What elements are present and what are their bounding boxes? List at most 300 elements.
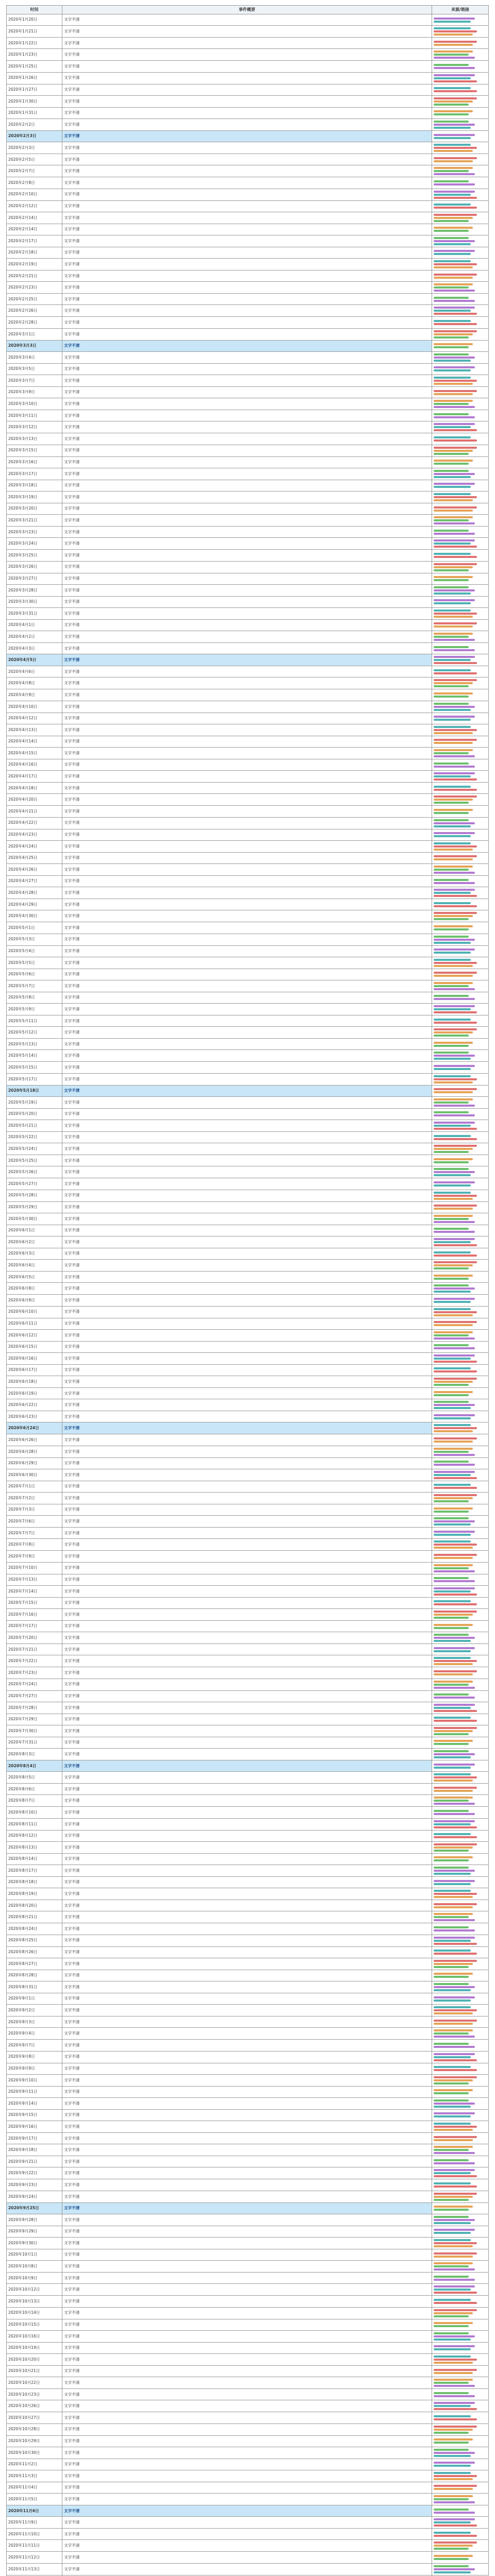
source-link[interactable] [434, 1640, 471, 1642]
source-link[interactable] [434, 1564, 473, 1566]
source-link[interactable] [434, 1251, 471, 1253]
source-link[interactable] [434, 1693, 469, 1696]
source-link[interactable] [434, 1378, 477, 1380]
source-link[interactable] [434, 191, 475, 193]
source-link[interactable] [434, 1221, 475, 1223]
source-link[interactable] [434, 522, 475, 524]
source-link[interactable] [434, 2020, 477, 2022]
source-link[interactable] [434, 1820, 475, 1822]
source-link[interactable] [434, 1471, 475, 1473]
source-link[interactable] [434, 1790, 473, 1792]
source-link[interactable] [434, 33, 473, 36]
source-link[interactable] [434, 2302, 477, 2304]
source-link[interactable] [434, 2392, 469, 2394]
source-link[interactable] [434, 263, 477, 265]
source-link[interactable] [434, 1983, 469, 1985]
source-link[interactable] [434, 80, 477, 82]
source-link[interactable] [434, 902, 471, 904]
source-link[interactable] [434, 127, 471, 129]
source-link[interactable] [434, 602, 471, 604]
source-link[interactable] [434, 1710, 477, 1712]
source-link[interactable] [434, 1730, 473, 1732]
source-link[interactable] [434, 879, 469, 881]
source-link[interactable] [434, 1670, 477, 1672]
source-link[interactable] [434, 2216, 469, 2218]
source-link[interactable] [434, 849, 473, 851]
source-link[interactable] [434, 266, 473, 268]
source-link[interactable] [434, 447, 477, 449]
source-link[interactable] [434, 1321, 477, 1323]
source-link[interactable] [434, 2268, 475, 2270]
source-link[interactable] [434, 732, 473, 734]
source-link[interactable] [434, 752, 469, 754]
source-link[interactable] [434, 553, 471, 555]
source-link[interactable] [434, 1883, 471, 1885]
source-link[interactable] [434, 436, 471, 438]
source-link[interactable] [434, 1913, 473, 1915]
source-link[interactable] [434, 2385, 475, 2387]
source-link[interactable] [434, 2175, 477, 2177]
source-link[interactable] [434, 1823, 471, 1825]
source-link[interactable] [434, 1833, 471, 1835]
source-link[interactable] [434, 569, 469, 571]
source-link[interactable] [434, 1634, 469, 1636]
source-link[interactable] [434, 872, 475, 874]
source-link[interactable] [434, 1417, 471, 1419]
source-link[interactable] [434, 496, 477, 498]
source-link[interactable] [434, 1846, 473, 1849]
source-link[interactable] [434, 100, 473, 103]
source-link[interactable] [434, 1663, 473, 1665]
source-link[interactable] [434, 1717, 471, 1719]
source-link[interactable] [434, 1474, 471, 1476]
source-link[interactable] [434, 869, 469, 871]
source-link[interactable] [434, 147, 477, 149]
source-link[interactable] [434, 403, 469, 405]
source-link[interactable] [434, 2309, 477, 2311]
source-link[interactable] [434, 2521, 471, 2523]
source-link[interactable] [434, 1767, 471, 1769]
source-link[interactable] [434, 2285, 475, 2287]
source-link[interactable] [434, 1803, 475, 1805]
source-link[interactable] [434, 1673, 473, 1675]
source-link[interactable] [434, 290, 475, 292]
source-link[interactable] [434, 589, 475, 591]
source-link[interactable] [434, 416, 475, 418]
source-link[interactable] [434, 1381, 473, 1383]
source-link[interactable] [434, 2455, 471, 2457]
source-link[interactable] [434, 2518, 475, 2520]
source-link[interactable] [434, 1650, 471, 1652]
source-link[interactable] [434, 662, 477, 664]
source-link[interactable] [434, 1916, 469, 1918]
source-link[interactable] [434, 1255, 477, 1257]
source-link[interactable] [434, 762, 469, 765]
source-link[interactable] [434, 516, 473, 518]
source-link[interactable] [434, 1287, 475, 1290]
source-link[interactable] [434, 835, 471, 837]
source-link[interactable] [434, 1291, 471, 1293]
source-link[interactable] [434, 2462, 475, 2464]
source-link[interactable] [434, 2501, 475, 2503]
source-link[interactable] [434, 1215, 473, 1217]
source-link[interactable] [434, 377, 471, 379]
source-link[interactable] [434, 360, 471, 362]
source-link[interactable] [434, 2408, 477, 2410]
source-link[interactable] [434, 1404, 475, 1406]
source-link[interactable] [434, 1587, 475, 1589]
source-link[interactable] [434, 1950, 471, 1952]
source-link[interactable] [434, 1055, 475, 1057]
source-link[interactable] [434, 390, 477, 392]
source-link[interactable] [434, 1145, 477, 1147]
source-link[interactable] [434, 1114, 475, 1116]
source-link[interactable] [434, 1780, 473, 1782]
source-link[interactable] [434, 1797, 473, 1799]
source-link[interactable] [434, 586, 469, 588]
source-link[interactable] [434, 2099, 469, 2102]
source-link[interactable] [434, 726, 471, 728]
source-link[interactable] [434, 1953, 477, 1955]
source-link[interactable] [434, 1523, 471, 1526]
source-link[interactable] [434, 576, 473, 578]
source-link[interactable] [434, 1275, 473, 1277]
source-link[interactable] [434, 1022, 477, 1024]
source-link[interactable] [434, 729, 477, 731]
source-link[interactable] [434, 1301, 471, 1303]
source-link[interactable] [434, 2429, 473, 2431]
source-link[interactable] [434, 982, 473, 984]
source-link[interactable] [434, 1045, 469, 1047]
source-link[interactable] [434, 413, 469, 415]
source-link[interactable] [434, 905, 477, 907]
source-link[interactable] [434, 473, 475, 475]
source-link[interactable] [434, 113, 469, 115]
source-link[interactable] [434, 1241, 471, 1243]
source-link[interactable] [434, 2006, 471, 2008]
source-link[interactable] [434, 1068, 471, 1070]
source-link[interactable] [434, 1264, 473, 1266]
source-link[interactable] [434, 2053, 475, 2055]
source-link[interactable] [434, 1624, 473, 1626]
source-link[interactable] [434, 696, 469, 698]
source-link[interactable] [434, 217, 473, 219]
source-link[interactable] [434, 2056, 471, 2058]
source-link[interactable] [434, 1370, 477, 1372]
source-link[interactable] [434, 1740, 473, 1742]
source-link[interactable] [434, 556, 477, 558]
source-link[interactable] [434, 483, 475, 485]
source-link[interactable] [434, 1161, 469, 1163]
source-link[interactable] [434, 2032, 469, 2035]
source-link[interactable] [434, 656, 475, 658]
source-link[interactable] [434, 1776, 477, 1778]
source-link[interactable] [434, 1101, 469, 1104]
source-link[interactable] [434, 1704, 475, 1706]
source-link[interactable] [434, 1547, 473, 1549]
source-link[interactable] [434, 1611, 477, 1613]
source-link[interactable] [434, 1337, 475, 1340]
source-link[interactable] [434, 1764, 475, 1766]
source-link[interactable] [434, 1534, 471, 1536]
source-link[interactable] [434, 1603, 477, 1605]
source-link[interactable] [434, 336, 469, 338]
source-link[interactable] [434, 243, 471, 245]
source-link[interactable] [434, 599, 475, 601]
source-link[interactable] [434, 227, 473, 229]
source-link[interactable] [434, 1976, 469, 1978]
source-link[interactable] [434, 2036, 475, 2038]
source-link[interactable] [434, 2372, 473, 2374]
source-link[interactable] [434, 2299, 471, 2301]
source-link[interactable] [434, 2239, 471, 2241]
source-link[interactable] [434, 2335, 475, 2337]
source-link[interactable] [434, 2242, 477, 2244]
source-link[interactable] [434, 144, 471, 146]
source-link[interactable] [434, 1138, 477, 1140]
source-link[interactable] [434, 134, 475, 136]
source-link[interactable] [434, 1903, 477, 1905]
source-link[interactable] [434, 2112, 475, 2114]
source-link[interactable] [434, 1098, 473, 1100]
source-link[interactable] [434, 2079, 473, 2081]
source-link[interactable] [434, 1035, 469, 1037]
source-link[interactable] [434, 1151, 469, 1153]
source-link[interactable] [434, 2449, 469, 2451]
source-link[interactable] [434, 67, 475, 69]
source-link[interactable] [434, 2472, 471, 2474]
source-link[interactable] [434, 616, 473, 618]
source-link[interactable] [434, 499, 473, 501]
source-link[interactable] [434, 1867, 469, 1869]
source-link[interactable] [434, 1075, 471, 1077]
source-link[interactable] [434, 2379, 473, 2381]
source-link[interactable] [434, 639, 475, 641]
source-link[interactable] [434, 2322, 473, 2324]
source-link[interactable] [434, 1308, 471, 1310]
source-link[interactable] [434, 858, 473, 860]
source-link[interactable] [434, 74, 475, 76]
source-link[interactable] [434, 1195, 477, 1197]
source-link[interactable] [434, 952, 471, 954]
source-link[interactable] [434, 985, 469, 987]
source-link[interactable] [434, 2498, 469, 2500]
source-link[interactable] [434, 802, 469, 804]
source-link[interactable] [434, 2485, 477, 2487]
source-link[interactable] [434, 2524, 477, 2527]
source-link[interactable] [434, 220, 469, 222]
source-link[interactable] [434, 892, 471, 894]
source-link[interactable] [434, 1813, 475, 1815]
source-link[interactable] [434, 2571, 471, 2573]
source-link[interactable] [434, 2442, 469, 2444]
source-link[interactable] [434, 592, 471, 595]
source-link[interactable] [434, 2478, 473, 2480]
source-link[interactable] [434, 809, 473, 811]
source-link[interactable] [434, 2488, 473, 2490]
source-link[interactable] [434, 2512, 475, 2514]
source-link[interactable] [434, 739, 477, 741]
source-link[interactable] [434, 1238, 475, 1240]
source-link[interactable] [434, 719, 471, 721]
source-link[interactable] [434, 1614, 473, 1616]
source-link[interactable] [434, 889, 475, 891]
source-link[interactable] [434, 18, 475, 20]
source-link[interactable] [434, 609, 471, 612]
source-link[interactable] [434, 1617, 469, 1619]
source-link[interactable] [434, 124, 475, 126]
source-link[interactable] [434, 2139, 473, 2141]
source-link[interactable] [434, 1091, 473, 1093]
source-link[interactable] [434, 1354, 475, 1357]
source-link[interactable] [434, 533, 475, 535]
source-link[interactable] [434, 1727, 477, 1729]
source-link[interactable] [434, 90, 477, 92]
source-link[interactable] [434, 1284, 469, 1286]
source-link[interactable] [434, 1943, 477, 1945]
source-link[interactable] [434, 1008, 471, 1010]
source-link[interactable] [434, 2089, 473, 2091]
source-link[interactable] [434, 1707, 471, 1709]
source-link[interactable] [434, 1347, 475, 1349]
source-link[interactable] [434, 1836, 477, 1838]
source-link[interactable] [434, 1081, 473, 1083]
source-link[interactable] [434, 2106, 471, 2108]
source-link[interactable] [434, 1963, 473, 1965]
source-link[interactable] [434, 506, 477, 509]
source-link[interactable] [434, 406, 475, 408]
source-link[interactable] [434, 307, 475, 309]
source-link[interactable] [434, 1171, 475, 1173]
source-link[interactable] [434, 1042, 473, 1044]
source-link[interactable] [434, 685, 469, 687]
source-link[interactable] [434, 1125, 471, 1127]
source-link[interactable] [434, 2558, 469, 2560]
source-link[interactable] [434, 1697, 475, 1699]
source-link[interactable] [434, 539, 475, 541]
source-link[interactable] [434, 240, 475, 242]
source-link[interactable] [434, 1058, 471, 1060]
source-link[interactable] [434, 995, 469, 997]
source-link[interactable] [434, 2219, 475, 2221]
source-link[interactable] [434, 1011, 477, 1013]
source-link[interactable] [434, 942, 471, 944]
source-link[interactable] [434, 369, 471, 371]
source-link[interactable] [434, 2162, 475, 2164]
source-link[interactable] [434, 2532, 471, 2534]
source-link[interactable] [434, 1052, 469, 1054]
source-link[interactable] [434, 1311, 477, 1313]
source-link[interactable] [434, 679, 477, 681]
source-link[interactable] [434, 150, 473, 152]
source-link[interactable] [434, 173, 475, 175]
source-link[interactable] [434, 2509, 469, 2511]
source-link[interactable] [434, 786, 471, 788]
source-link[interactable] [434, 1681, 473, 1683]
source-link[interactable] [434, 965, 473, 967]
source-link[interactable] [434, 426, 471, 428]
source-link[interactable] [434, 2432, 469, 2434]
source-link[interactable] [434, 895, 477, 897]
source-link[interactable] [434, 1973, 473, 1975]
source-link[interactable] [434, 1743, 469, 1745]
source-link[interactable] [434, 988, 475, 990]
source-link[interactable] [434, 333, 473, 335]
source-link[interactable] [434, 21, 471, 23]
source-link[interactable] [434, 962, 477, 964]
source-link[interactable] [434, 1391, 473, 1393]
source-link[interactable] [434, 1344, 469, 1346]
source-link[interactable] [434, 646, 469, 648]
source-link[interactable] [434, 286, 469, 289]
source-link[interactable] [434, 795, 477, 798]
source-link[interactable] [434, 1750, 469, 1752]
source-link[interactable] [434, 2252, 477, 2255]
source-link[interactable] [434, 742, 473, 744]
source-link[interactable] [434, 2046, 475, 2048]
source-link[interactable] [434, 2043, 469, 2045]
source-link[interactable] [434, 749, 473, 751]
source-link[interactable] [434, 819, 469, 821]
source-link[interactable] [434, 706, 475, 708]
source-link[interactable] [434, 1128, 477, 1130]
source-link[interactable] [434, 1228, 469, 1230]
source-link[interactable] [434, 2452, 475, 2454]
source-link[interactable] [434, 1135, 471, 1137]
source-link[interactable] [434, 882, 475, 884]
source-link[interactable] [434, 1218, 469, 1220]
source-link[interactable] [434, 1787, 477, 1789]
source-link[interactable] [434, 566, 473, 568]
source-link[interactable] [434, 1843, 477, 1845]
source-link[interactable] [434, 1367, 471, 1369]
source-link[interactable] [434, 393, 473, 395]
source-link[interactable] [434, 1192, 471, 1194]
source-link[interactable] [434, 2345, 475, 2347]
source-link[interactable] [434, 659, 471, 661]
source-link[interactable] [434, 2362, 473, 2364]
source-link[interactable] [434, 2159, 469, 2161]
source-link[interactable] [434, 778, 477, 781]
source-link[interactable] [434, 692, 473, 694]
source-link[interactable] [434, 530, 469, 532]
source-link[interactable] [434, 1600, 471, 1602]
source-link[interactable] [434, 563, 477, 565]
source-link[interactable] [434, 207, 477, 209]
source-link[interactable] [434, 1427, 477, 1429]
source-link[interactable] [434, 2262, 473, 2264]
source-link[interactable] [434, 1773, 471, 1775]
source-link[interactable] [434, 925, 473, 927]
source-link[interactable] [434, 400, 473, 402]
source-link[interactable] [434, 2555, 473, 2557]
source-link[interactable] [434, 2395, 475, 2397]
source-link[interactable] [434, 975, 473, 977]
source-link[interactable] [434, 2136, 477, 2138]
source-link[interactable] [434, 2185, 477, 2188]
source-link[interactable] [434, 1231, 475, 1233]
source-link[interactable] [434, 1856, 473, 1858]
source-link[interactable] [434, 476, 471, 478]
source-link[interactable] [434, 429, 477, 431]
source-link[interactable] [434, 1940, 471, 1942]
source-link[interactable] [434, 167, 473, 169]
source-link[interactable] [434, 775, 471, 777]
source-link[interactable] [434, 2059, 477, 2061]
source-link[interactable] [434, 1184, 471, 1187]
source-link[interactable] [434, 755, 475, 757]
source-link[interactable] [434, 2123, 471, 2125]
